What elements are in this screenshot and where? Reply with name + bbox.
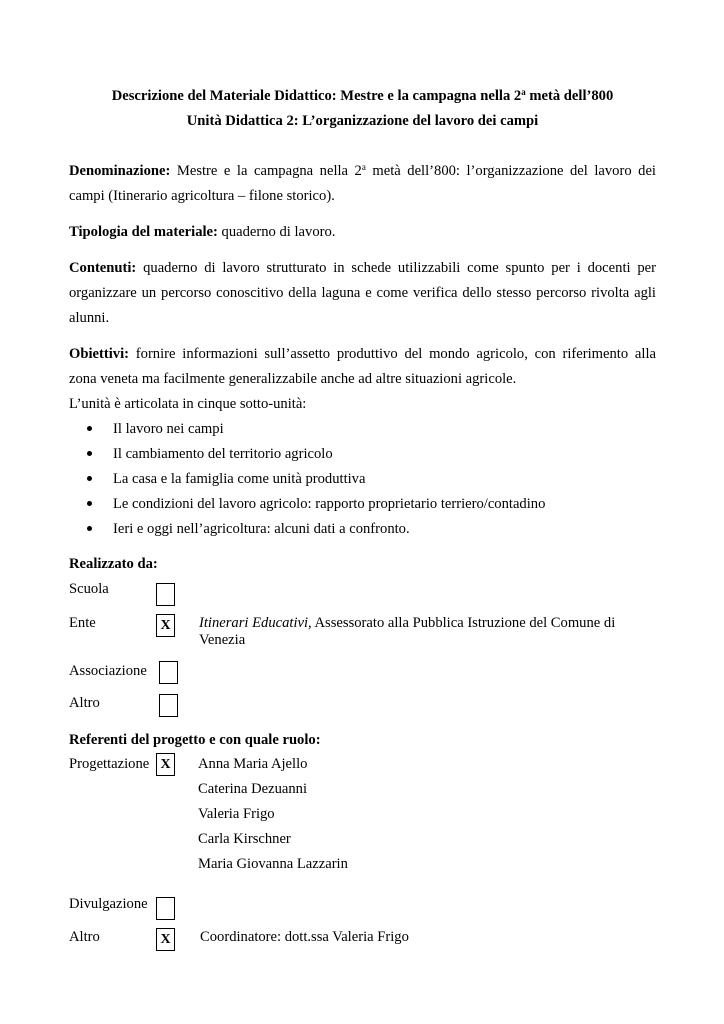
- scuola-label: Scuola: [69, 581, 109, 597]
- contenuti-line3: alunni.: [69, 310, 110, 326]
- referenti-heading: [69, 733, 321, 748]
- ente-description: [199, 616, 615, 631]
- bullet-icon: [87, 501, 92, 506]
- referent-name: Valeria Frigo: [198, 806, 275, 822]
- associazione-checkbox[interactable]: [159, 661, 178, 684]
- altro-checkbox[interactable]: [159, 694, 178, 717]
- title-line1-post: metà dell’800: [525, 88, 614, 104]
- divulgazione-label: Divulgazione: [69, 896, 148, 912]
- contenuti-label: Contenuti:: [69, 260, 137, 276]
- denominazione-line1: [69, 164, 656, 179]
- coordinatore-text: Coordinatore: dott.ssa Valeria Frigo: [200, 929, 409, 945]
- contenuti-line1-text: quaderno di lavoro strutturato in schede utilizzabili come spunto per i docenti per: [136, 260, 656, 276]
- referent-name: Carla Kirschner: [198, 831, 291, 847]
- obiettivi-line2: zona veneta ma facilmente generalizzabile anche ad altre situazioni agricole.: [69, 371, 517, 387]
- ente-desc-italic: Itinerari Educativi: [199, 615, 309, 631]
- contenuti-line2: [69, 286, 656, 301]
- contenuti-line2-text: organizzare un percorso conoscitivo della laguna e come verifica dello stesso percorso rivolta agli: [69, 285, 656, 301]
- obiettivi-line1: [69, 347, 656, 362]
- denominazione-line1-pre: Mestre e la campagna nella 2: [170, 163, 362, 179]
- associazione-label: Associazione: [69, 663, 147, 679]
- ente-desc-line2: Venezia: [199, 632, 246, 648]
- denominazione-sup: a: [361, 162, 366, 172]
- bullet-icon: [87, 451, 92, 456]
- referent-name: Caterina Dezuanni: [198, 781, 307, 797]
- document-title: [69, 89, 656, 104]
- contenuti-line1: [69, 261, 656, 276]
- ente-checkbox[interactable]: X: [156, 614, 175, 637]
- tipologia-label: Tipologia del materiale:: [69, 224, 218, 240]
- referent-name: Anna Maria Ajello: [198, 756, 308, 772]
- bullet-icon: [87, 526, 92, 531]
- denominazione-line2: campi (Itinerario agricoltura – filone storico).: [69, 188, 335, 204]
- list-item-text: La casa e la famiglia come unità produttiva: [113, 471, 366, 487]
- obiettivi-label: Obiettivi:: [69, 346, 129, 362]
- title-line1-pre: Descrizione del Materiale Didattico: Mestre e la campagna nella 2: [111, 88, 522, 104]
- referenti-altro-label: Altro: [69, 929, 100, 945]
- bullet-icon: [87, 426, 92, 431]
- realizzato-heading: [69, 557, 158, 572]
- title-line1-sup: a: [521, 87, 526, 97]
- realizzato-heading-text: Realizzato da:: [69, 556, 158, 572]
- tipologia-line: [69, 225, 335, 240]
- list-item-text: Ieri e oggi nell’agricoltura: alcuni dati a confronto.: [113, 521, 410, 537]
- altro-label: Altro: [69, 695, 100, 711]
- obiettivi-line1-text: fornire informazioni sull’assetto produttivo del mondo agricolo, con riferimento alla: [129, 346, 656, 362]
- document-subtitle: Unità Didattica 2: L’organizzazione del lavoro dei campi: [186, 113, 539, 129]
- progettazione-label: Progettazione: [69, 756, 150, 772]
- list-item-text: Il cambiamento del territorio agricolo: [113, 446, 333, 462]
- tipologia-value: quaderno di lavoro.: [217, 224, 336, 240]
- ente-label: Ente: [69, 615, 96, 631]
- referent-name: Maria Giovanna Lazzarin: [198, 856, 348, 872]
- divulgazione-checkbox[interactable]: [156, 897, 175, 920]
- obiettivi-line3: L’unità è articolata in cinque sotto-unità:: [69, 396, 307, 412]
- denominazione-label: Denominazione:: [69, 163, 171, 179]
- ente-desc-rest: , Assessorato alla Pubblica Istruzione del Comune di: [308, 615, 616, 631]
- progettazione-checkbox[interactable]: X: [156, 753, 175, 776]
- denominazione-line1-post: metà dell’800: l’organizzazione del lavoro dei: [365, 163, 656, 179]
- referenti-heading-text: Referenti del progetto e con quale ruolo:: [69, 732, 321, 748]
- list-item-text: Le condizioni del lavoro agricolo: rapporto proprietario terriero/contadino: [113, 496, 546, 512]
- bullet-icon: [87, 476, 92, 481]
- scuola-checkbox[interactable]: [156, 583, 175, 606]
- list-item-text: Il lavoro nei campi: [113, 421, 224, 437]
- referenti-altro-checkbox[interactable]: X: [156, 928, 175, 951]
